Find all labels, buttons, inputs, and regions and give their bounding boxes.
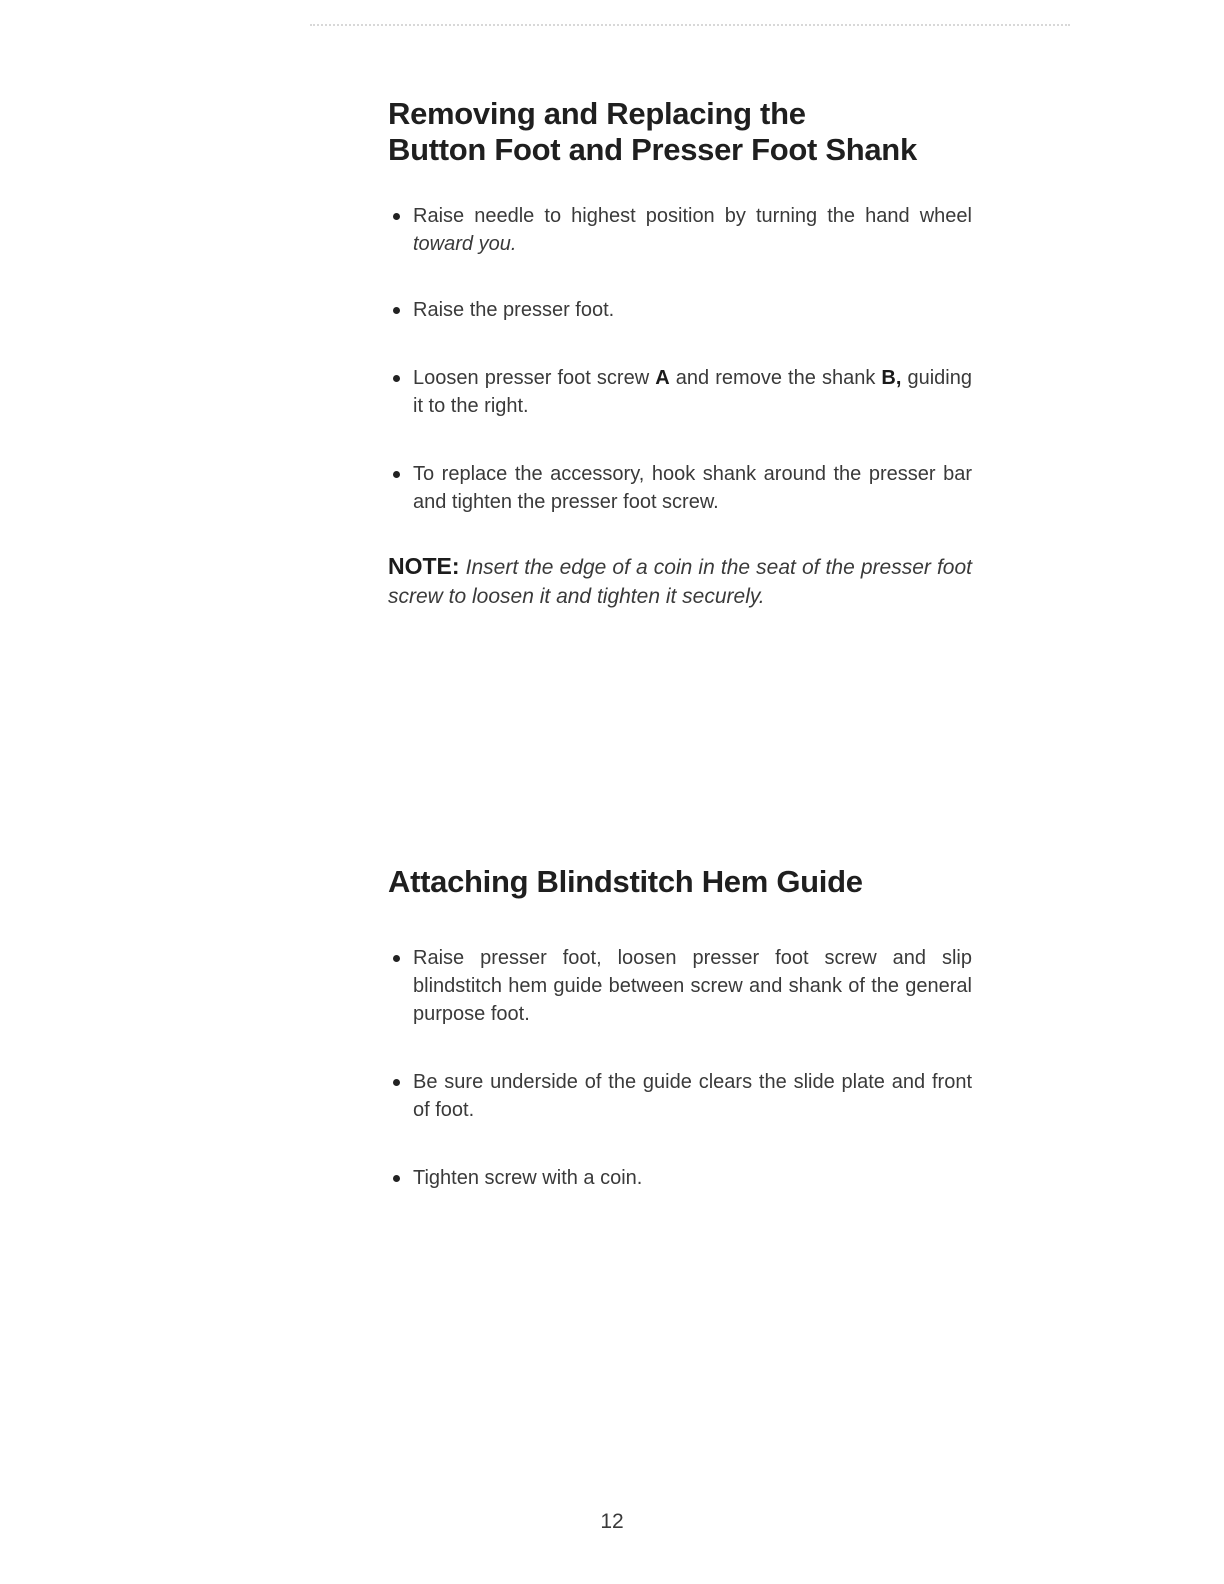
note-paragraph bbox=[388, 552, 972, 611]
bullet-icon bbox=[393, 307, 400, 314]
screw-label-a: A bbox=[655, 367, 670, 389]
step-text: Be sure underside of the guide clears the slide plate and front of foot. bbox=[413, 1071, 972, 1121]
section-title-blindstitch: Attaching Blindstitch Hem Guide bbox=[388, 864, 863, 899]
list-item bbox=[388, 460, 972, 516]
title-line-1: Removing and Replacing the bbox=[388, 96, 806, 131]
step-text: To replace the accessory, hook shank around the presser bar and tighten the presser foot screw. bbox=[413, 463, 972, 513]
step-text: Raise needle to highest position by turning the hand wheel bbox=[413, 205, 972, 227]
bullet-icon bbox=[393, 1175, 400, 1182]
bullet-icon bbox=[393, 1079, 400, 1086]
blindstitch-steps-list bbox=[388, 944, 972, 1192]
list-item bbox=[388, 1068, 972, 1124]
step-text: Loosen presser foot screw bbox=[413, 367, 656, 389]
bullet-icon bbox=[393, 471, 400, 478]
bullet-icon bbox=[393, 955, 400, 962]
list-item bbox=[388, 296, 972, 324]
step-text: guiding it to the right. bbox=[413, 367, 972, 417]
step-text: Tighten screw with a coin. bbox=[413, 1167, 643, 1189]
shank-label-b: B, bbox=[881, 367, 902, 389]
list-item bbox=[388, 202, 972, 258]
section-blindstitch-hem-guide bbox=[388, 864, 972, 1232]
section-removing-replacing bbox=[388, 96, 972, 632]
step-text: Raise presser foot, loosen presser foot screw and slip blindstitch hem guide between screw and shank of the general purpose foot. bbox=[413, 947, 972, 1025]
list-item bbox=[388, 944, 972, 1028]
step-text: and remove the shank bbox=[669, 367, 882, 389]
removing-steps-list bbox=[388, 202, 972, 516]
step-text: Raise the presser foot. bbox=[413, 299, 615, 321]
title-line-2: Button Foot and Presser Foot Shank bbox=[388, 132, 917, 167]
list-item bbox=[388, 1164, 972, 1192]
step-text-italic: toward you. bbox=[413, 233, 517, 255]
list-item bbox=[388, 364, 972, 420]
page-number: 12 bbox=[600, 1510, 624, 1533]
note-label: NOTE: bbox=[388, 553, 460, 579]
note-text: Insert the edge of a coin in the seat of the presser foot screw to loosen it and tighten it securely. bbox=[388, 556, 972, 608]
bullet-icon bbox=[393, 213, 400, 220]
scan-artifact-line bbox=[310, 24, 1070, 26]
section-title-removing bbox=[388, 96, 972, 168]
bullet-icon bbox=[393, 375, 400, 382]
